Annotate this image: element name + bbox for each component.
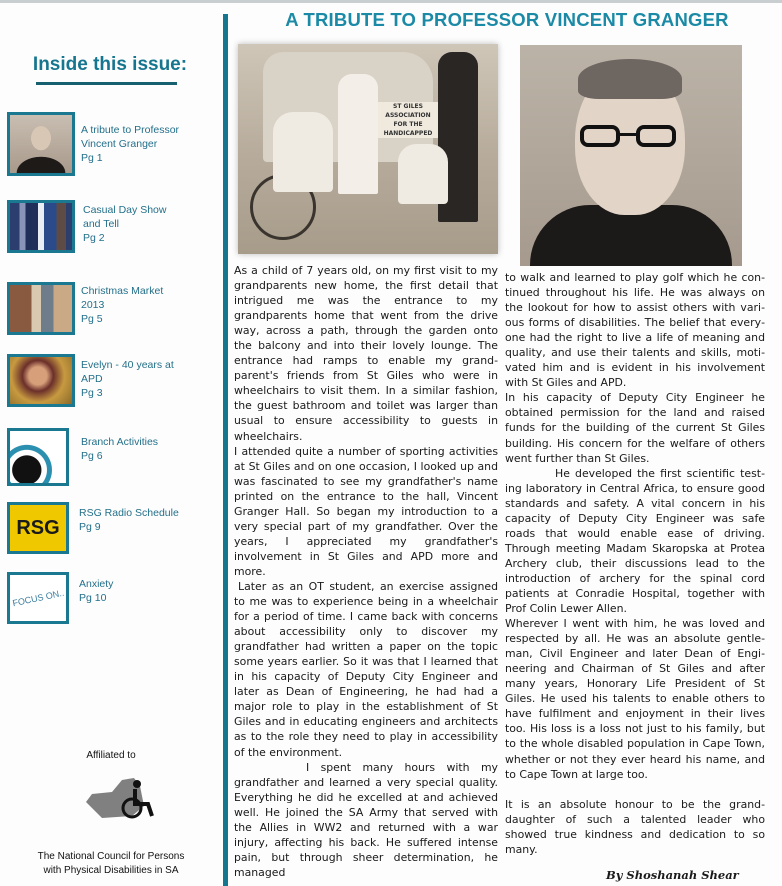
toc-page: Pg 9 (79, 521, 101, 533)
toc-title-line: RSG Radio Schedule (79, 507, 179, 519)
toc-item-branch-activities[interactable] (7, 428, 158, 486)
toc-item-evelyn[interactable] (7, 354, 174, 407)
toc-page: Pg 6 (81, 450, 103, 462)
toc-item-christmas-market[interactable] (7, 282, 163, 335)
thumbnail-evelyn-photo (7, 354, 75, 407)
toc-title-line: Vincent Granger (81, 138, 158, 150)
paragraph: He developed the first scientific testing laboratory in Central Africa, to ensure good standards and safety. A vital concern in his capacity of Deputy City Engineer was safe roads that would enable ease of driving. Through meeting Madam Skaropska at Protea Archery club, their discussions lead to the introduction of archery for the spinal cord patients at Conradie Hospital, together with Prof Colin Lewer Allen. (505, 466, 765, 616)
thumbnail-group-photo (7, 200, 75, 253)
paragraph: Wherever I went with him, he was loved and respected by all. He was an absolute gentleman, Civil Engineer and later Dean of Engineering and Chairman of St Giles and after many years, Honorary Life President of St Giles. He used his talents to enable others to have fulfilment and enjoyment in their lives too. His loss is a loss not just to his family, but to the whole disabled population in Cape Town, whether or not they ever heard his name, and to Cape Town at large too. (505, 617, 765, 781)
historic-photo-wheelchairs (238, 44, 498, 254)
article-column-2 (505, 270, 765, 857)
article-title: A TRIBUTE TO PROFESSOR VINCENT GRANGER (285, 9, 729, 30)
council-name (0, 850, 222, 878)
toc-title-line: Branch Activities (81, 436, 159, 448)
affiliated-label: Affiliated to (86, 750, 136, 761)
toc-title-line: Casual Day Show (83, 204, 167, 216)
article-column-1 (234, 263, 498, 880)
thumbnail-market-photo (7, 282, 75, 335)
council-name-line: with Physical Disabilities in SA (43, 865, 179, 876)
toc-item-anxiety[interactable] (7, 572, 113, 624)
toc-title-line: 2013 (81, 299, 105, 311)
toc-title-line: Evelyn - 40 years at (81, 359, 174, 371)
person-seated-left (273, 112, 333, 192)
toc-page: Pg 2 (83, 232, 105, 244)
paragraph: I spent many hours with my grandfather and learned a very special quality. Everything he did he excelled at and achieved well. He joined the SA Army that served with the Allies in WW2 and returned with a war injury, affecting his back. He suffered intense pain, but through sheer determination, he managed (234, 760, 498, 879)
council-name-line: The National Council for Persons (37, 851, 185, 862)
toc-item-rsg-radio[interactable] (7, 502, 179, 554)
paragraph: Later as an OT student, an exercise assigned to me was to experience being in a wheelchair for a period of time. I came back with concerns about accessibility only to discover my grandfather had written a paper on the topic some years earlier. So it was that I learned that in his capacity of Deputy City Engineer and later as Dean of Engineering, he had had a major role to play in the establishment of St Giles and in educating engineers and architects as to the role they need to play in accessibility of the environment. (234, 579, 498, 759)
paragraph: to walk and learned to play golf which he continued throughout his life. He was always on the lookout for how to assist others with various forms of disabilities. The belief that everyone had the right to live a life of meaning and quality, and use their talents and skills, motivated him and is evident in his involvement with St Giles and APD. (505, 271, 765, 390)
thumbnail-focus-on (7, 572, 69, 624)
toc-title-line: APD (81, 373, 103, 385)
person-seated-right (398, 144, 448, 204)
toc-title-line: A tribute to Professor (81, 124, 180, 136)
rsg-logo-text: RSG (16, 516, 60, 539)
toc-title-line: and Tell (83, 218, 120, 230)
toc-title-line: Anxiety (79, 578, 114, 590)
top-rule (0, 0, 782, 3)
toc-title-line: Christmas Market (81, 285, 164, 297)
glasses-icon (580, 125, 680, 149)
byline: By Shoshanah Shear (606, 868, 739, 882)
inside-this-issue-heading: Inside this issue: (32, 54, 188, 75)
thumbnail-portrait (7, 112, 75, 176)
van-sign: ST GILES ASSOCIATION FOR THE HANDICAPPED (378, 102, 438, 138)
thumbnail-rsg-logo (7, 502, 69, 554)
toc-page: Pg 3 (81, 387, 103, 399)
paragraph: In his capacity of Deputy City Engineer he obtained permission for the land and raised funds for the building of the current St Giles building. His concern for the welfare of others went further than St Giles. (505, 391, 765, 465)
toc-page: Pg 5 (81, 313, 103, 325)
focus-on-text: FOCUS ON.. (11, 587, 65, 609)
paragraph: As a child of 7 years old, on my first visit to my grandparents new home, the first detail that intrigued me was the entrance to my grandparents home that went from the drive way, across a path, through the garden onto the balcony and into their lovely lounge. The entrance had ramps to enable my grandparent's friends from St Giles who were in wheelchairs to visit them. In a similar fashion, the guest bathroom and toilet was larger than usual to ensure accessibility to guests in wheelchairs. (234, 264, 498, 443)
person-standing-woman (338, 74, 378, 194)
toc-item-tribute[interactable] (7, 112, 179, 176)
portrait-hair (578, 59, 682, 99)
paragraph: I attended quite a number of sporting activities at St Giles and on one occasion, I looked up and was fascinated to see my grandfather's name printed on the entrance to the hall, Vincent Granger Hall. So began my introduction to a very special part of my grandfather. Over the years, I appreciated my grandfather's involvement in St Giles and APD more and more. (234, 444, 498, 578)
paragraph: It is an absolute honour to be the granddaughter of such a talented leader who showed true kindness and dedication to so many. (505, 797, 765, 856)
thumbnail-branch-logo (7, 428, 69, 486)
column-divider (223, 14, 228, 886)
toc-page: Pg 1 (81, 152, 103, 164)
council-logo (82, 772, 162, 824)
toc-item-casual-day[interactable] (7, 200, 166, 253)
heading-underline (36, 82, 177, 85)
portrait-vincent-granger (520, 45, 742, 266)
toc-page: Pg 10 (79, 592, 107, 604)
